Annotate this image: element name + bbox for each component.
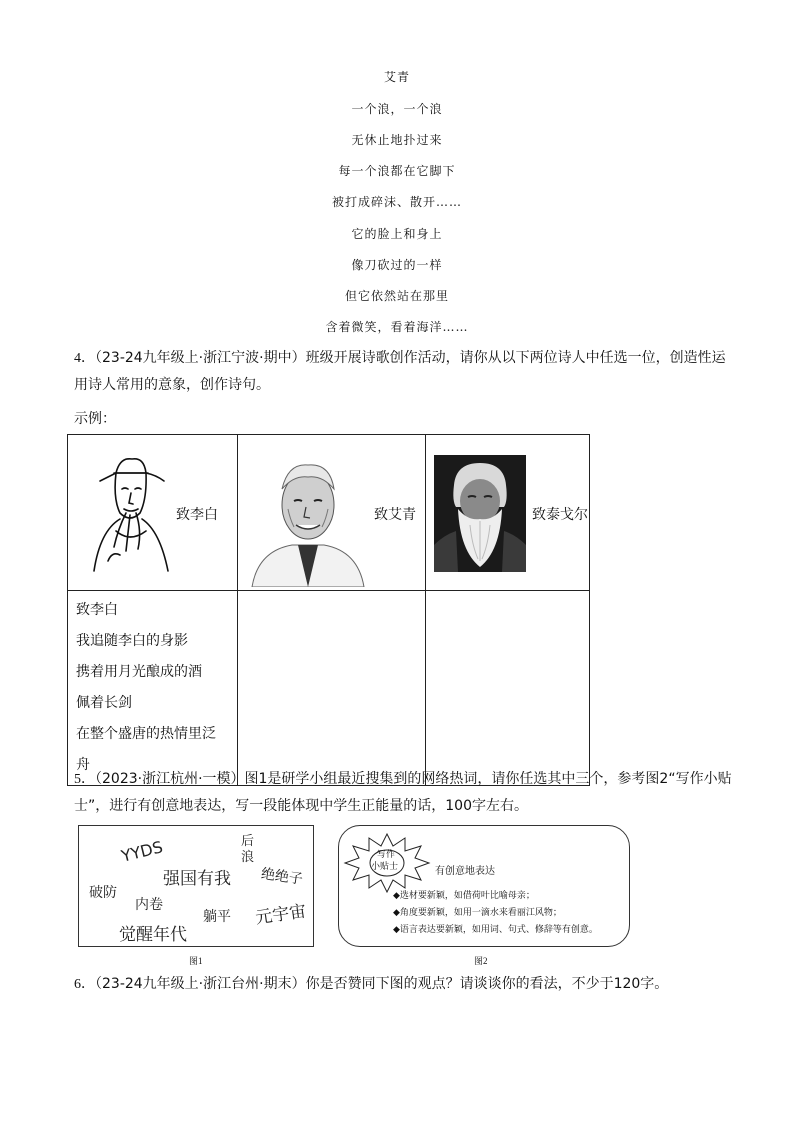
sample-poem-line: 佩着长剑 [76, 695, 132, 711]
tip-item: ◆角度要新颖，如用一滴水来看丽江风物； [393, 908, 562, 918]
sample-poem-line: 在整个盛唐的热情里泛舟 [76, 726, 216, 773]
poem-line: 一个浪，一个浪 [351, 102, 443, 116]
ai-qing-portrait-image [248, 449, 368, 587]
tip-item: ◆选材要新颖，如借荷叶比喻母亲； [393, 891, 535, 901]
cell-ai-qing [238, 435, 426, 591]
poem-line: 像刀砍过的一样 [351, 258, 443, 272]
poem-line: 它的脸上和身上 [351, 227, 443, 241]
hot-word: 元宇宙 [254, 901, 308, 929]
poem-line: 每一个浪都在它脚下 [338, 164, 456, 178]
sample-poem-title: 致李白 [76, 602, 118, 618]
poem-line: 但它依然站在那里 [344, 289, 449, 303]
badge-text: 小贴士 [371, 862, 399, 872]
badge-text: 写作 [377, 850, 396, 860]
hot-word: 觉醒年代 [119, 925, 187, 945]
poem-line: 无休止地扑过来 [351, 133, 443, 147]
hot-word: 绝绝子 [259, 866, 304, 888]
cell-tagore [426, 435, 590, 591]
tips-heading: 有创意地表达 [435, 866, 495, 877]
poem-author: 艾青 [383, 70, 410, 84]
poet-table [67, 434, 590, 786]
figure-2-caption: 图2 [474, 956, 488, 966]
question-text: （2023·浙江杭州·一模）图1是研学小组最近搜集到的网络热词，请你任选其中三个，参考图2“写作小贴士”，进行有创意地表达，写一段能体现中学生正能量的话，100字左右。 [74, 771, 732, 814]
caption-li-bai: 致李白 [176, 507, 218, 523]
tip-item: ◆语言表达要新颖，如用词、句式、修辞等有创意。 [393, 925, 598, 935]
sample-poem-cell [68, 591, 238, 786]
empty-answer-cell-tagore[interactable] [426, 591, 590, 786]
li-bai-portrait-image [86, 451, 176, 581]
hot-word: 内卷 [135, 897, 163, 913]
question-5 [74, 766, 734, 820]
sample-poem-line: 我追随李白的身影 [76, 633, 188, 649]
sample-poem-line: 携着用月光酿成的酒 [76, 664, 202, 680]
poem-line: 被打成碎沫、散开…… [331, 195, 462, 209]
question-number: 5． [74, 772, 95, 787]
poem-line: 含着微笑，看着海洋…… [325, 320, 469, 334]
question-4 [74, 345, 734, 399]
caption-tagore: 致泰戈尔 [532, 507, 588, 523]
question-text: （23-24九年级上·浙江台州·期末）你是否赞同下图的观点？请谈谈你的看法，不少于120字。 [95, 976, 669, 992]
figure-1-hot-words [78, 825, 314, 947]
hot-word: 躺平 [203, 909, 231, 925]
hot-word: YYDS [119, 837, 165, 866]
question-6 [74, 971, 734, 998]
hot-word: 破防 [89, 885, 117, 901]
tagore-portrait-image [434, 455, 526, 572]
question-number: 4． [74, 351, 95, 366]
hot-word: 后 [241, 834, 255, 849]
caption-ai-qing: 致艾青 [374, 507, 416, 523]
hot-word: 浪 [241, 850, 255, 865]
figure-2-writing-tips [338, 825, 630, 947]
figure-1-caption: 图1 [189, 956, 203, 966]
empty-answer-cell-ai-qing[interactable] [238, 591, 426, 786]
question-text: （23-24九年级上·浙江宁波·期中）班级开展诗歌创作活动，请你从以下两位诗人中任选一位，创造性运用诗人常用的意象，创作诗句。 [74, 350, 726, 393]
question-number: 6． [74, 977, 95, 992]
example-label: 示例： [74, 411, 116, 427]
cell-li-bai [68, 435, 238, 591]
hot-word: 强国有我 [163, 869, 231, 889]
